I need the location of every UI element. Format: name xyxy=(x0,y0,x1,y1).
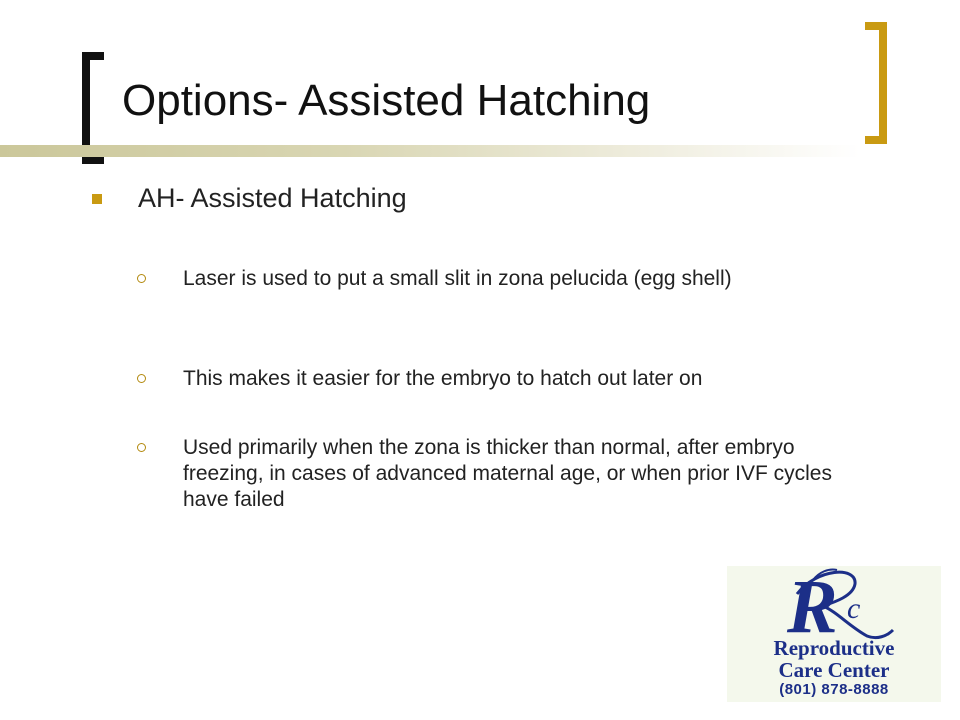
circle-bullet-icon xyxy=(137,443,146,452)
bullet-item xyxy=(92,183,407,214)
subbullet-item-1 xyxy=(137,266,877,292)
subbullet-item-2 xyxy=(137,366,877,392)
title-underline-rule xyxy=(0,145,860,157)
square-bullet-icon xyxy=(92,194,102,204)
logo-monogram-c: c xyxy=(847,592,861,625)
title-bracket-right xyxy=(865,22,887,144)
circle-bullet-icon xyxy=(137,274,146,283)
circle-bullet-icon xyxy=(137,374,146,383)
subbullet-text-1: Laser is used to put a small slit in zona pelucida (egg shell) xyxy=(183,267,732,290)
subbullet-text-3: Used primarily when the zona is thicker than normal, after embryo freezing, in cases of advanced maternal age, or when prior IVF cycles have failed xyxy=(183,436,832,511)
reproductive-care-center-logo xyxy=(727,566,941,702)
subbullet-item-3 xyxy=(137,435,877,513)
logo-monogram-r: R xyxy=(787,565,838,649)
logo-text-line2: Care Center xyxy=(778,658,890,682)
logo-text-line1: Reproductive xyxy=(773,636,895,660)
bullet-text: AH- Assisted Hatching xyxy=(138,183,407,213)
slide-title: Options- Assisted Hatching xyxy=(122,76,651,125)
logo-phone: (801) 878-8888 xyxy=(779,681,889,698)
subbullet-text-2: This makes it easier for the embryo to hatch out later on xyxy=(183,367,703,390)
